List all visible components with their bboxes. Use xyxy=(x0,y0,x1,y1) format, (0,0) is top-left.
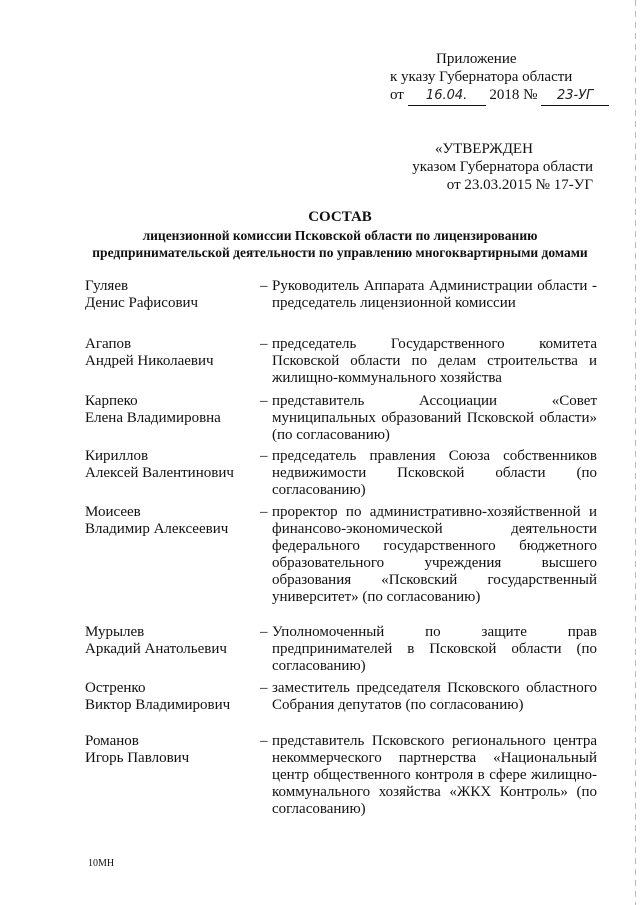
member-surname: Романов xyxy=(85,733,139,749)
annex-decree-ref: к указу Губернатора области xyxy=(390,69,573,85)
member-role: Уполномоченный по защите прав предпринимателей в Псковской области (по согласованию) xyxy=(272,624,597,674)
page-edge xyxy=(635,0,636,905)
member-given-name: Владимир Алексеевич xyxy=(85,521,229,537)
member-surname: Агапов xyxy=(85,336,132,352)
annex-title: Приложение xyxy=(436,51,517,67)
member-role: представитель Псковского регионального центра некоммерческого партнерства «Национальный центр общественного контроля в сфере жилищно-коммунального хозяйства «ЖКХ Контроль» (по согласованию) xyxy=(272,733,597,817)
member-surname: Остренко xyxy=(85,680,146,696)
dash: – xyxy=(260,448,268,464)
handwritten-number: 23-УГ xyxy=(556,88,594,103)
dash: – xyxy=(260,680,268,696)
approved-date: от 23.03.2015 № 17-УГ xyxy=(446,177,593,193)
dash: – xyxy=(260,336,268,352)
annex-block xyxy=(390,50,594,106)
title-heading: СОСТАВ xyxy=(308,209,372,225)
approved-title: «УТВЕРЖДЕН xyxy=(435,141,533,157)
handwritten-date: 16.04. xyxy=(425,88,468,103)
title-subtitle: лицензионной комиссии Псковской области по лицензированию предпринимательской деятельности по управлению многоквартирными домами xyxy=(92,228,588,260)
member-surname: Кириллов xyxy=(85,448,149,464)
member-surname: Мурылев xyxy=(85,624,145,640)
member-surname: Карпеко xyxy=(85,393,138,409)
member-given-name: Андрей Николаевич xyxy=(85,353,214,369)
member-role: председатель правления Союза собственников недвижимости Псковской области (по согласованию) xyxy=(272,448,597,498)
member-given-name: Виктор Владимирович xyxy=(85,697,231,713)
member-role: заместитель председателя Псковского областного Собрания депутатов (по согласованию) xyxy=(272,680,597,713)
member-given-name: Аркадий Анатольевич xyxy=(85,641,227,657)
member-role: председатель Государственного комитета Псковской области по делам строительства и жилищно-коммунального хозяйства xyxy=(272,336,597,386)
dash: – xyxy=(260,278,268,294)
footer-code: 10МН xyxy=(88,858,115,869)
dash: – xyxy=(260,393,268,409)
member-role: проректор по административно-хозяйственной и финансово-экономической деятельности федерального государственного бюджетного образовательного учреждения высшего образования «Псковский государственный университет» (по согласованию) xyxy=(272,504,597,605)
member-given-name: Алексей Валентинович xyxy=(85,465,234,481)
member-surname: Моисеев xyxy=(85,504,141,520)
member-given-name: Денис Рафисович xyxy=(85,295,199,311)
annex-date-line: от 16.04. 2018 № 23-УГ xyxy=(390,86,590,106)
dash: – xyxy=(260,733,268,749)
member-surname: Гуляев xyxy=(85,278,129,294)
dash: – xyxy=(260,504,268,520)
dash: – xyxy=(260,624,268,640)
member-given-name: Игорь Павлович xyxy=(85,750,190,766)
member-role: представитель Ассоциации «Совет муниципальных образований Псковской области» (по согласованию) xyxy=(272,393,597,443)
member-given-name: Елена Владимировна xyxy=(85,410,221,426)
approved-block xyxy=(393,140,593,194)
approved-decree: указом Губернатора области xyxy=(412,159,593,175)
member-role: Руководитель Аппарата Администрации области - председатель лицензионной комиссии xyxy=(272,278,597,311)
document-title xyxy=(90,207,590,261)
